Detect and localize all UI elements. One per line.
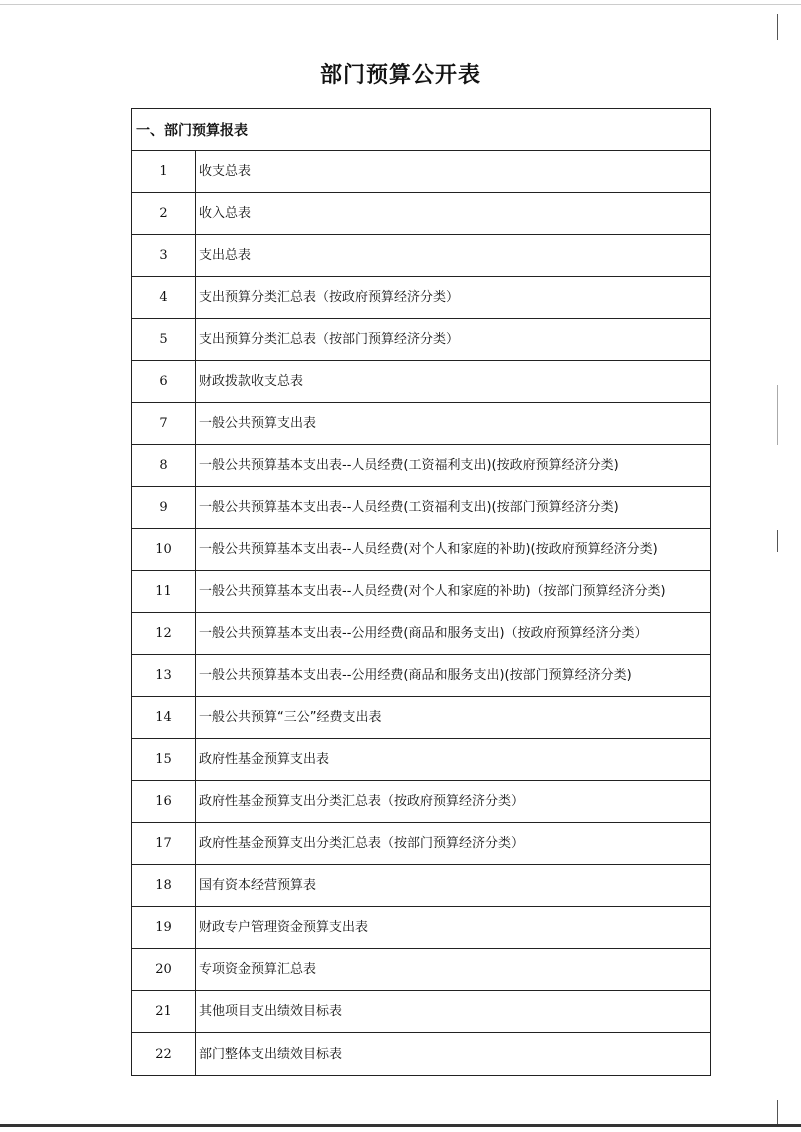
table-row: [132, 865, 710, 907]
row-number: 2: [132, 193, 196, 234]
table-row: [132, 151, 710, 193]
table-row: [132, 277, 710, 319]
table-row: [132, 235, 710, 277]
row-number: 10: [132, 529, 196, 570]
row-title: 一般公共预算基本支出表--人员经费(工资福利支出)(按政府预算经济分类): [199, 458, 619, 473]
row-number: 1: [132, 151, 196, 192]
table-row: [132, 907, 710, 949]
row-title: 政府性基金预算支出表: [199, 752, 330, 767]
row-title: 财政拨款收支总表: [199, 374, 304, 389]
table-row: [132, 403, 710, 445]
row-number: 19: [132, 907, 196, 948]
scan-edge-bottom: [0, 1124, 801, 1127]
row-title: 财政专户管理资金预算支出表: [199, 920, 369, 935]
row-number: 21: [132, 991, 196, 1032]
row-number: 8: [132, 445, 196, 486]
row-title: 一般公共预算基本支出表--人员经费(对个人和家庭的补助)（按部门预算经济分类): [199, 584, 666, 599]
row-number: 6: [132, 361, 196, 402]
row-number: 15: [132, 739, 196, 780]
table-row: [132, 991, 710, 1033]
row-title: 一般公共预算支出表: [199, 416, 317, 431]
table-row: [132, 529, 710, 571]
row-number: 13: [132, 655, 196, 696]
table-row: [132, 571, 710, 613]
table-row: [132, 445, 710, 487]
page-title: 部门预算公开表: [319, 63, 481, 88]
row-number: 9: [132, 487, 196, 528]
table-row: [132, 193, 710, 235]
row-title: 一般公共预算“三公”经费支出表: [199, 710, 382, 725]
row-number: 22: [132, 1033, 196, 1075]
row-title: 专项资金预算汇总表: [199, 962, 317, 977]
table-row: [132, 1033, 710, 1075]
scan-edge-top: [0, 0, 801, 5]
row-title: 政府性基金预算支出分类汇总表（按部门预算经济分类）: [199, 836, 525, 851]
table-row: [132, 361, 710, 403]
table-row: [132, 697, 710, 739]
row-title: 一般公共预算基本支出表--人员经费(对个人和家庭的补助)(按政府预算经济分类): [199, 542, 658, 557]
section-heading: 一、部门预算报表: [132, 109, 710, 151]
row-title: 支出预算分类汇总表（按部门预算经济分类）: [199, 332, 460, 347]
toc-table: [131, 108, 711, 1076]
row-title: 支出预算分类汇总表（按政府预算经济分类）: [199, 290, 460, 305]
table-row: [132, 739, 710, 781]
row-title: 国有资本经营预算表: [199, 878, 317, 893]
row-number: 20: [132, 949, 196, 990]
row-title: 支出总表: [199, 248, 252, 263]
row-number: 7: [132, 403, 196, 444]
table-row: [132, 781, 710, 823]
table-row: [132, 823, 710, 865]
scan-mark: [777, 385, 778, 445]
row-title: 政府性基金预算支出分类汇总表（按政府预算经济分类）: [199, 794, 525, 809]
table-row: [132, 949, 710, 991]
row-number: 3: [132, 235, 196, 276]
row-number: 5: [132, 319, 196, 360]
row-number: 14: [132, 697, 196, 738]
row-number: 11: [132, 571, 196, 612]
row-title: 收入总表: [199, 206, 252, 221]
table-row: [132, 655, 710, 697]
scan-mark: [777, 1100, 778, 1124]
toc-rows: [132, 151, 710, 1075]
row-number: 18: [132, 865, 196, 906]
row-title: 一般公共预算基本支出表--公用经费(商品和服务支出)(按部门预算经济分类): [199, 668, 632, 683]
row-title: 部门整体支出绩效目标表: [199, 1046, 343, 1062]
scan-mark: [777, 530, 778, 552]
row-title: 一般公共预算基本支出表--人员经费(工资福利支出)(按部门预算经济分类): [199, 500, 619, 515]
table-row: [132, 487, 710, 529]
row-number: 17: [132, 823, 196, 864]
table-row: [132, 319, 710, 361]
row-title: 一般公共预算基本支出表--公用经费(商品和服务支出)（按政府预算经济分类）: [199, 626, 648, 641]
row-number: 16: [132, 781, 196, 822]
row-number: 4: [132, 277, 196, 318]
table-row: [132, 613, 710, 655]
row-title: 收支总表: [199, 164, 252, 179]
row-title: 其他项目支出绩效目标表: [199, 1004, 343, 1019]
row-number: 12: [132, 613, 196, 654]
scan-mark: [777, 14, 778, 40]
